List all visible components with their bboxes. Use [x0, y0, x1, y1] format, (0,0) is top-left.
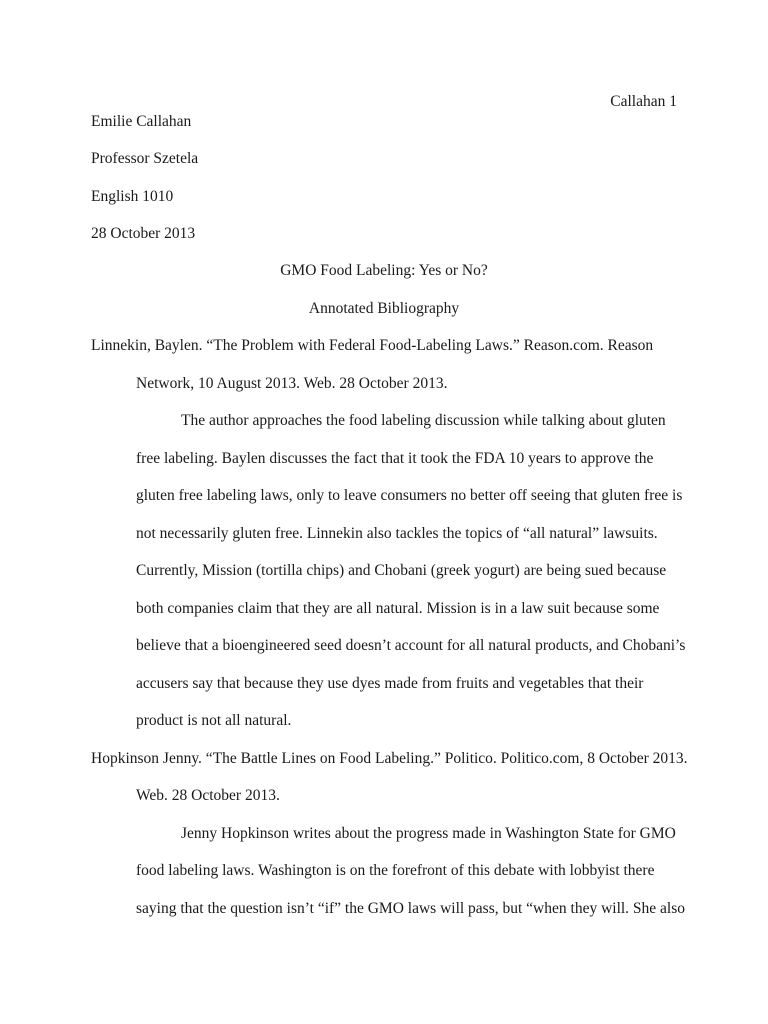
annotation-line: gluten free labeling laws, only to leave consumers no better off seeing that gluten free is	[136, 487, 683, 504]
document-title: GMO Food Labeling: Yes or No?	[280, 262, 488, 279]
annotation-line: Jenny Hopkinson writes about the progress made in Washington State for GMO	[181, 825, 676, 842]
course-name: English 1010	[91, 188, 174, 205]
annotation-line: accusers say that because they use dyes made from fruits and vegetables that their	[136, 675, 644, 692]
student-name: Emilie Callahan	[91, 113, 192, 130]
annotation-line: Currently, Mission (tortilla chips) and Chobani (greek yogurt) are being sued because	[136, 562, 667, 579]
citation-line: Web. 28 October 2013.	[136, 787, 280, 804]
running-head: Callahan 1	[610, 93, 677, 110]
annotation-line: free labeling. Baylen discusses the fact that it took the FDA 10 years to approve the	[136, 450, 654, 467]
professor-name: Professor Szetela	[91, 150, 199, 167]
annotation-line: The author approaches the food labeling discussion while talking about gluten	[181, 412, 666, 429]
document-date: 28 October 2013	[91, 225, 196, 242]
citation-line: Hopkinson Jenny. “The Battle Lines on Food Labeling.” Politico. Politico.com, 8 October 2013.	[91, 750, 688, 767]
annotation-line: not necessarily gluten free. Linnekin also tackles the topics of “all natural” lawsuits.	[136, 525, 658, 542]
annotation-line: believe that a bioengineered seed doesn’t account for all natural products, and Chobani’s	[136, 637, 686, 654]
document-subtitle: Annotated Bibliography	[308, 300, 460, 317]
annotation-line: product is not all natural.	[136, 712, 292, 729]
citation-line: Network, 10 August 2013. Web. 28 October 2013.	[136, 375, 448, 392]
annotation-line: both companies claim that they are all natural. Mission is in a law suit because some	[136, 600, 660, 617]
citation-line: Linnekin, Baylen. “The Problem with Federal Food-Labeling Laws.” Reason.com. Reason	[91, 337, 654, 354]
annotation-line: saying that the question isn’t “if” the GMO laws will pass, but “when they will. She also	[136, 900, 686, 917]
annotation-line: food labeling laws. Washington is on the forefront of this debate with lobbyist there	[136, 862, 655, 879]
